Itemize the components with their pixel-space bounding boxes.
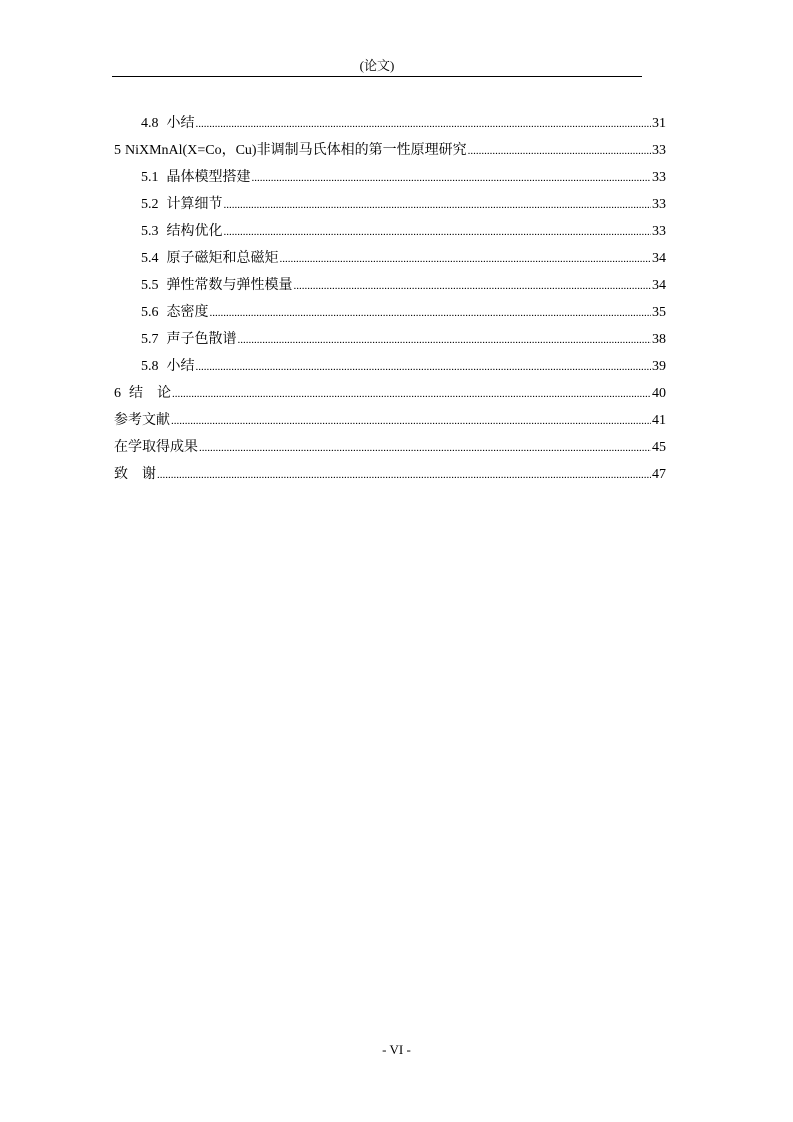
toc-entry-title: 小结 — [166, 359, 195, 374]
toc-entry-title: 原子磁矩和总磁矩 — [166, 251, 279, 266]
page-number: - VI - — [382, 1042, 411, 1057]
toc-entry-title: NiXMnAl(X=Co，Cu)非调制马氏体相的第一性原理研究 — [125, 143, 467, 158]
toc-entry-number: 5.3 — [141, 224, 159, 239]
toc-leader-dots — [238, 329, 652, 351]
toc-entry[interactable] — [114, 329, 666, 356]
toc-entry-title: 在学取得成果 — [114, 440, 198, 455]
toc-entry[interactable] — [114, 383, 666, 410]
toc-entry[interactable] — [114, 410, 666, 437]
toc-entry[interactable] — [114, 194, 666, 221]
toc-entry-title: 致 谢 — [114, 467, 156, 482]
toc-entry-page: 34 — [652, 251, 666, 266]
toc-entry-title: 计算细节 — [166, 197, 223, 212]
toc-entry[interactable] — [114, 302, 666, 329]
toc-leader-dots — [196, 356, 652, 378]
toc-entry[interactable] — [114, 248, 666, 275]
toc-entry-page: 33 — [652, 197, 666, 212]
toc-entry-title: 弹性常数与弹性模量 — [166, 278, 293, 293]
toc-entry[interactable] — [114, 464, 666, 491]
toc-leader-dots — [210, 302, 652, 324]
toc-entry-page: 38 — [652, 332, 666, 347]
toc-entry-page: 45 — [652, 440, 666, 455]
toc-entry-number: 6 — [114, 386, 121, 401]
toc-leader-dots — [224, 194, 652, 216]
header-rule — [112, 76, 642, 77]
toc-entry-number: 5.1 — [141, 170, 159, 185]
toc-entry[interactable] — [114, 167, 666, 194]
toc-entry-title: 声子色散谱 — [166, 332, 237, 347]
toc-entry-page: 47 — [652, 467, 666, 482]
toc-entry-number: 4.8 — [141, 116, 159, 131]
toc-entry-number: 5 — [114, 143, 121, 158]
toc-leader-dots — [196, 113, 652, 135]
toc-entry[interactable] — [114, 140, 666, 167]
toc-entry-number: 5.5 — [141, 278, 159, 293]
toc-entry-page: 34 — [652, 278, 666, 293]
toc-entry-title: 参考文献 — [114, 413, 170, 428]
toc-leader-dots — [294, 275, 652, 297]
toc-entry-number: 5.8 — [141, 359, 159, 374]
toc-leader-dots — [224, 221, 652, 243]
toc-leader-dots — [252, 167, 652, 189]
toc-entry-title: 晶体模型搭建 — [166, 170, 251, 185]
toc-entry-page: 40 — [652, 386, 666, 401]
toc-entry-page: 33 — [652, 143, 666, 158]
toc-entry-page: 33 — [652, 224, 666, 239]
toc-entry-page: 39 — [652, 359, 666, 374]
toc-entry-page: 41 — [652, 413, 666, 428]
toc-entry-page: 35 — [652, 305, 666, 320]
table-of-contents — [114, 113, 666, 491]
toc-entry-number: 5.4 — [141, 251, 159, 266]
toc-leader-dots — [280, 248, 652, 270]
toc-entry[interactable] — [114, 275, 666, 302]
toc-entry-title: 结 论 — [129, 386, 171, 401]
toc-entry-page: 31 — [652, 116, 666, 131]
toc-entry-title: 结构优化 — [166, 224, 223, 239]
toc-entry-page: 33 — [652, 170, 666, 185]
toc-entry-number: 5.6 — [141, 305, 159, 320]
toc-entry[interactable] — [114, 437, 666, 464]
toc-leader-dots — [468, 140, 651, 162]
toc-entry-number: 5.7 — [141, 332, 159, 347]
toc-entry-title: 态密度 — [166, 305, 209, 320]
toc-entry[interactable] — [114, 356, 666, 383]
toc-entry[interactable] — [114, 113, 666, 140]
toc-entry-number: 5.2 — [141, 197, 159, 212]
toc-leader-dots — [172, 383, 651, 405]
toc-leader-dots — [171, 410, 651, 432]
page-header: (论文) — [359, 58, 395, 73]
toc-leader-dots — [157, 464, 651, 486]
toc-leader-dots — [199, 437, 651, 459]
toc-entry[interactable] — [114, 221, 666, 248]
toc-entry-title: 小结 — [166, 116, 195, 131]
